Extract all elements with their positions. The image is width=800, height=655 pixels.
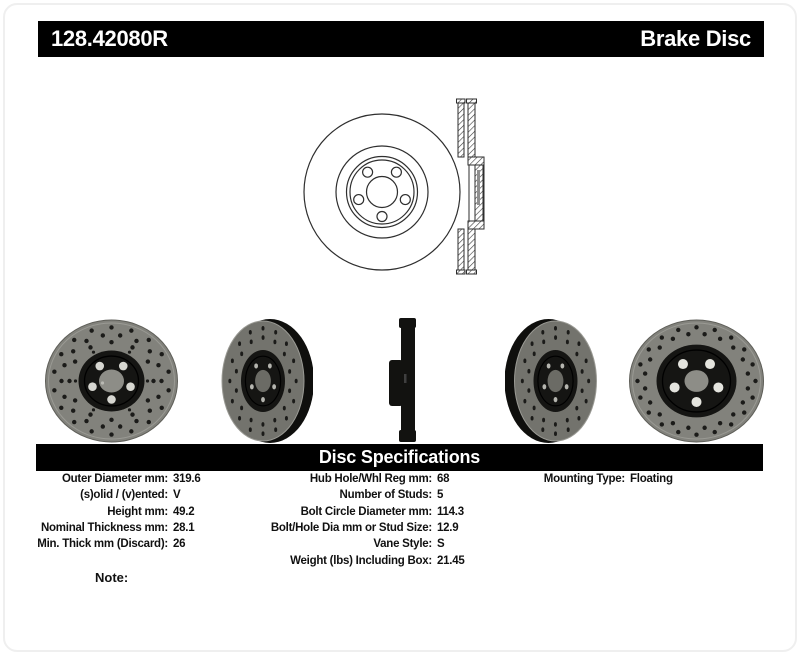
- brake-disc-photo-side: [388, 316, 424, 444]
- spec-value: 12.9: [437, 522, 459, 535]
- spec-value: 68: [437, 473, 450, 486]
- side-profile-shape: [389, 318, 416, 442]
- spec-row-number-of-studs: [270, 487, 465, 503]
- stud-holes: [354, 167, 411, 221]
- spec-label: (s)olid / (v)ented:: [80, 489, 168, 502]
- spec-label: Vane Style:: [373, 538, 432, 551]
- spec-row-vane-style: [270, 536, 465, 552]
- spec-value: Floating: [630, 473, 673, 486]
- spec-row-bolt-hole-dia: [270, 520, 465, 536]
- spec-column-left: [20, 471, 201, 552]
- spec-value: 49.2: [173, 505, 195, 518]
- brake-disc-photo-angled-left: [217, 317, 313, 445]
- spec-value: S: [437, 538, 445, 551]
- spec-label: Weight (lbs) Including Box:: [290, 554, 432, 567]
- spec-label: Bolt Circle Diameter mm:: [300, 505, 432, 518]
- brake-disc-photo-front: [44, 319, 179, 443]
- spec-label: Bolt/Hole Dia mm or Stud Size:: [270, 522, 432, 535]
- spec-row-min-thickness: [20, 536, 201, 552]
- spec-row-hub-hole: [270, 471, 465, 487]
- technical-diagram: [280, 88, 510, 288]
- spec-column-right: [480, 471, 673, 487]
- header-bar: [38, 21, 764, 57]
- spec-value: 114.3: [437, 505, 464, 518]
- spec-row-weight: [270, 552, 465, 568]
- brake-disc-photo-angled-right: [505, 317, 602, 445]
- spec-label: Hub Hole/Whl Reg mm:: [309, 473, 432, 486]
- spec-value: 319.6: [173, 473, 201, 486]
- product-type-label: Brake Disc: [640, 26, 751, 51]
- note-label: Note:: [95, 570, 129, 585]
- spec-value: V: [173, 489, 181, 502]
- spec-label: Min. Thick mm (Discard):: [37, 538, 168, 551]
- spec-value: 26: [173, 538, 186, 551]
- spec-label: Height mm:: [107, 505, 168, 518]
- spec-section-bar: [36, 444, 763, 471]
- spec-label: Mounting Type:: [543, 473, 625, 486]
- spec-row-height: [20, 504, 201, 520]
- spec-row-mounting-type: [480, 471, 673, 487]
- spec-value: 5: [437, 489, 444, 502]
- spec-column-middle: [270, 471, 465, 569]
- spec-row-solid-vented: [20, 487, 201, 503]
- part-number: 128.42080R: [51, 26, 168, 51]
- spec-row-outer-diameter: [20, 471, 201, 487]
- spec-row-bolt-circle-diameter: [270, 504, 465, 520]
- spec-label: Nominal Thickness mm:: [40, 522, 168, 535]
- spec-value: 28.1: [173, 522, 195, 535]
- spec-value: 21.45: [437, 554, 465, 567]
- disc-cross-section-drawing: [457, 99, 485, 274]
- spec-section-title: Disc Specifications: [318, 447, 481, 467]
- spec-row-nominal-thickness: [20, 520, 201, 536]
- brake-disc-photo-front-rear: [628, 319, 765, 443]
- disc-front-view-drawing: [304, 114, 460, 270]
- spec-label: Outer Diameter mm:: [61, 473, 168, 486]
- spec-label: Number of Studs:: [339, 489, 432, 502]
